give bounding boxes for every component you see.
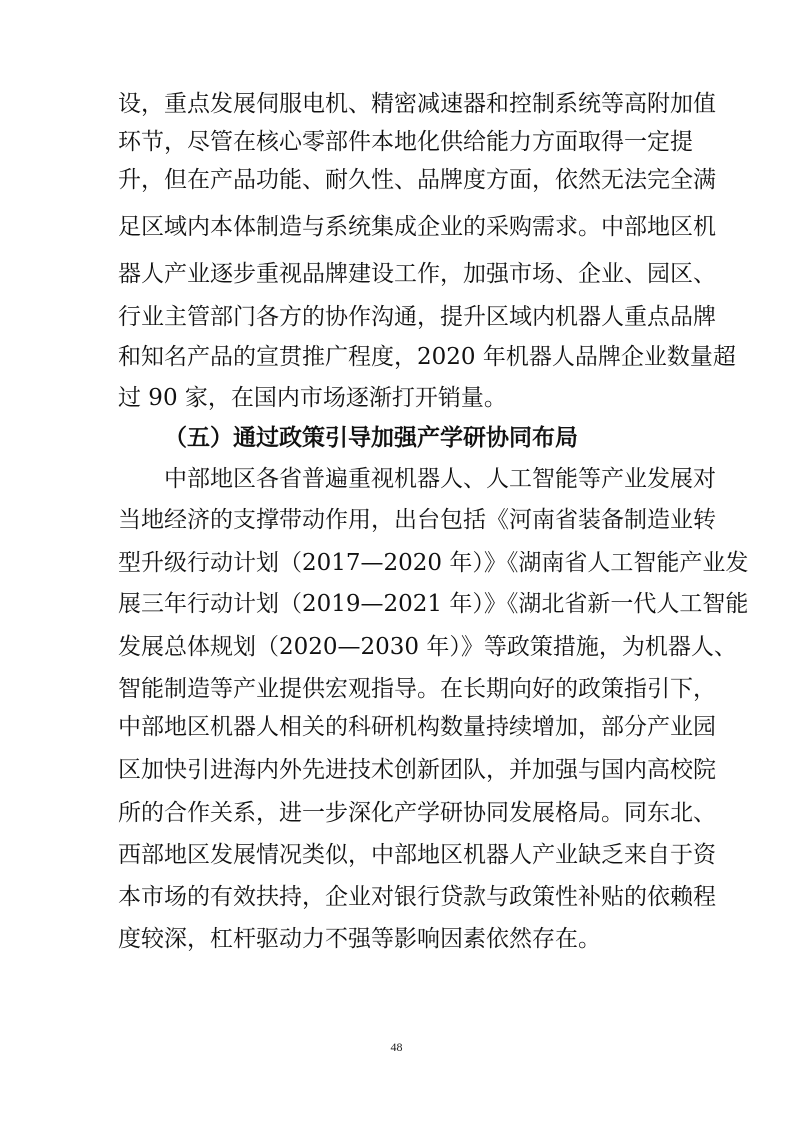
page-number: 48 [390,1040,403,1054]
paragraph-1-line-5: 器人产业逐步重视品牌建设工作，加强市场、企业、园区、 [118,261,716,287]
paragraph-2-line-7: 中部地区机器人相关的科研机构数量持续增加，部分产业园 [118,714,716,740]
paragraph-2-line-8: 区加快引进海内外先进技术创新团队，并加强与国内高校院 [118,757,716,783]
paragraph-1-line-2: 环节，尽管在核心零部件本地化供给能力方面取得一定提 [118,129,693,155]
paragraph-2-line-5: 发展总体规划（2020—2030 年）》等政策措施，为机器人、 [118,634,737,660]
paragraph-2-line-9: 所的合作关系，进一步深化产学研协同发展格局。同东北、 [118,800,716,826]
paragraph-2-line-6: 智能制造等产业提供宏观指导。在长期向好的政策指引下， [118,676,716,702]
paragraph-2-line-4: 展三年行动计划（2019—2021 年）》《湖北省新一代人工智能 [118,591,749,617]
paragraph-1-line-4: 足区域内本体制造与系统集成企业的采购需求。中部地区机 [118,214,716,240]
paragraph-1-line-6: 行业主管部门各方的协作沟通，提升区域内机器人重点品牌 [118,304,716,330]
paragraph-1-line-8: 过 90 家，在国内市场逐渐打开销量。 [118,385,507,411]
section-heading: （五）通过政策引导加强产学研协同布局 [164,424,578,451]
paragraph-2-line-3: 型升级行动计划（2017—2020 年）》《湖南省人工智能产业发 [118,550,749,576]
paragraph-2-line-12: 度较深，杠杆驱动力不强等影响因素依然存在。 [118,926,601,952]
paragraph-1-line-7: 和知名产品的宣贯推广程度，2020 年机器人品牌企业数量超 [118,344,736,370]
paragraph-2-line-11: 本市场的有效扶持，企业对银行贷款与政策性补贴的依赖程 [118,884,716,910]
paragraph-2-line-10: 西部地区发展情况类似，中部地区机器人产业缺乏来自于资 [118,842,716,868]
paragraph-1-line-3: 升，但在产品功能、耐久性、品牌度方面，依然无法完全满 [118,167,716,193]
paragraph-1-line-1: 设，重点发展伺服电机、精密减速器和控制系统等高附加值 [118,91,716,117]
paragraph-2-line-2: 当地经济的支撑带动作用，出台包括《河南省装备制造业转 [118,507,716,533]
paragraph-2-line-1: 中部地区各省普遍重视机器人、人工智能等产业发展对 [164,466,716,492]
